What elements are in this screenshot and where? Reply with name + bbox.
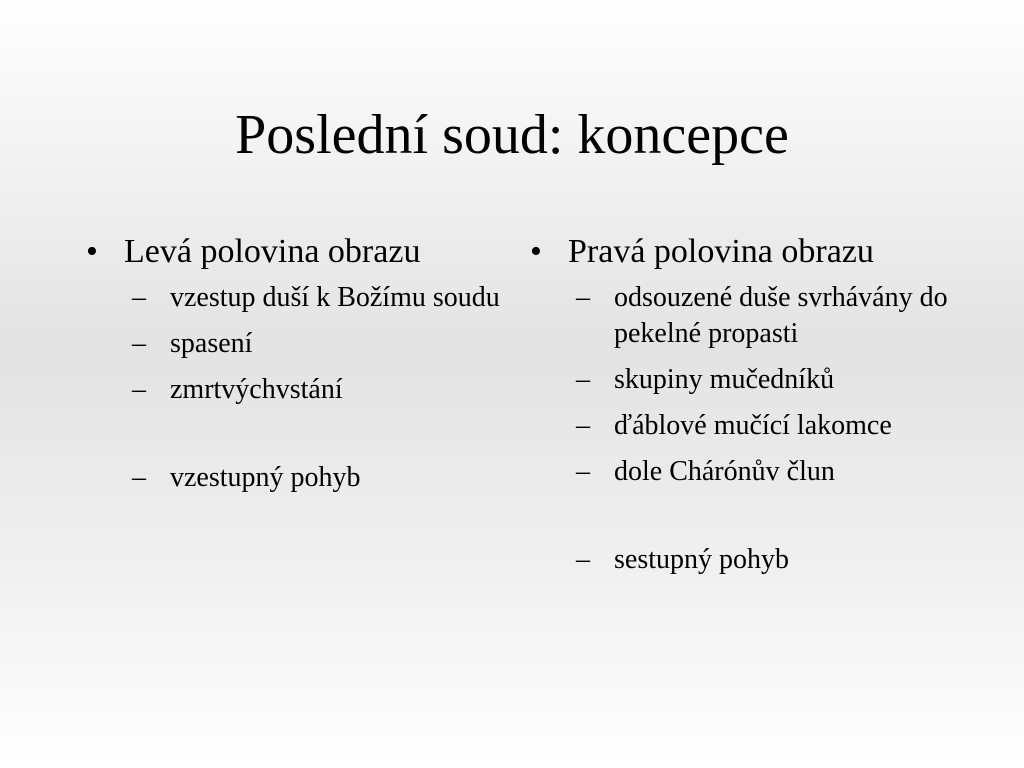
right-bullet-text: Pravá polovina obrazu [568,233,874,270]
right-subitem [576,280,950,352]
left-column [86,232,506,506]
left-subitem [132,460,506,496]
left-subitem [132,280,506,316]
dash-marker: – [576,456,590,487]
right-subitem-text: sestupný pohyb [614,544,789,575]
right-subitem [576,362,950,398]
right-subitems [576,280,950,578]
left-subitem-text: spasení [170,328,253,359]
left-subitem-text: vzestupný pohyb [170,462,361,493]
dash-marker: – [132,462,146,493]
dash-marker: – [576,282,590,313]
right-column [530,232,950,588]
bullet-marker: • [530,233,542,270]
dash-marker: – [576,410,590,441]
dash-marker: – [132,328,146,359]
right-subitem-text: ďáblové mučící lakomce [614,410,892,441]
left-bullet-text: Levá polovina obrazu [124,233,421,270]
left-subitem [132,372,506,408]
dash-marker: – [576,364,590,395]
bullet-marker: • [86,233,98,270]
dash-marker: – [132,282,146,313]
left-subitem [132,326,506,362]
right-subitem [576,454,950,490]
slide-title: Poslední soud: koncepce [235,104,789,166]
left-subitems [132,280,506,496]
right-subitem-text: skupiny mučedníků [614,364,835,395]
right-subitem [576,542,950,578]
right-subitem-text: odsouzené duše svrhávány do pekelné propasti [614,282,948,349]
right-bullet [530,232,950,272]
right-subitem [576,408,950,444]
left-subitem-text: zmrtvýchvstání [170,374,343,405]
dash-marker: – [576,544,590,575]
left-subitem-text: vzestup duší k Božímu soudu [170,282,500,313]
left-bullet [86,232,506,272]
right-subitem-text: dole Chárónův člun [614,456,835,487]
dash-marker: – [132,374,146,405]
